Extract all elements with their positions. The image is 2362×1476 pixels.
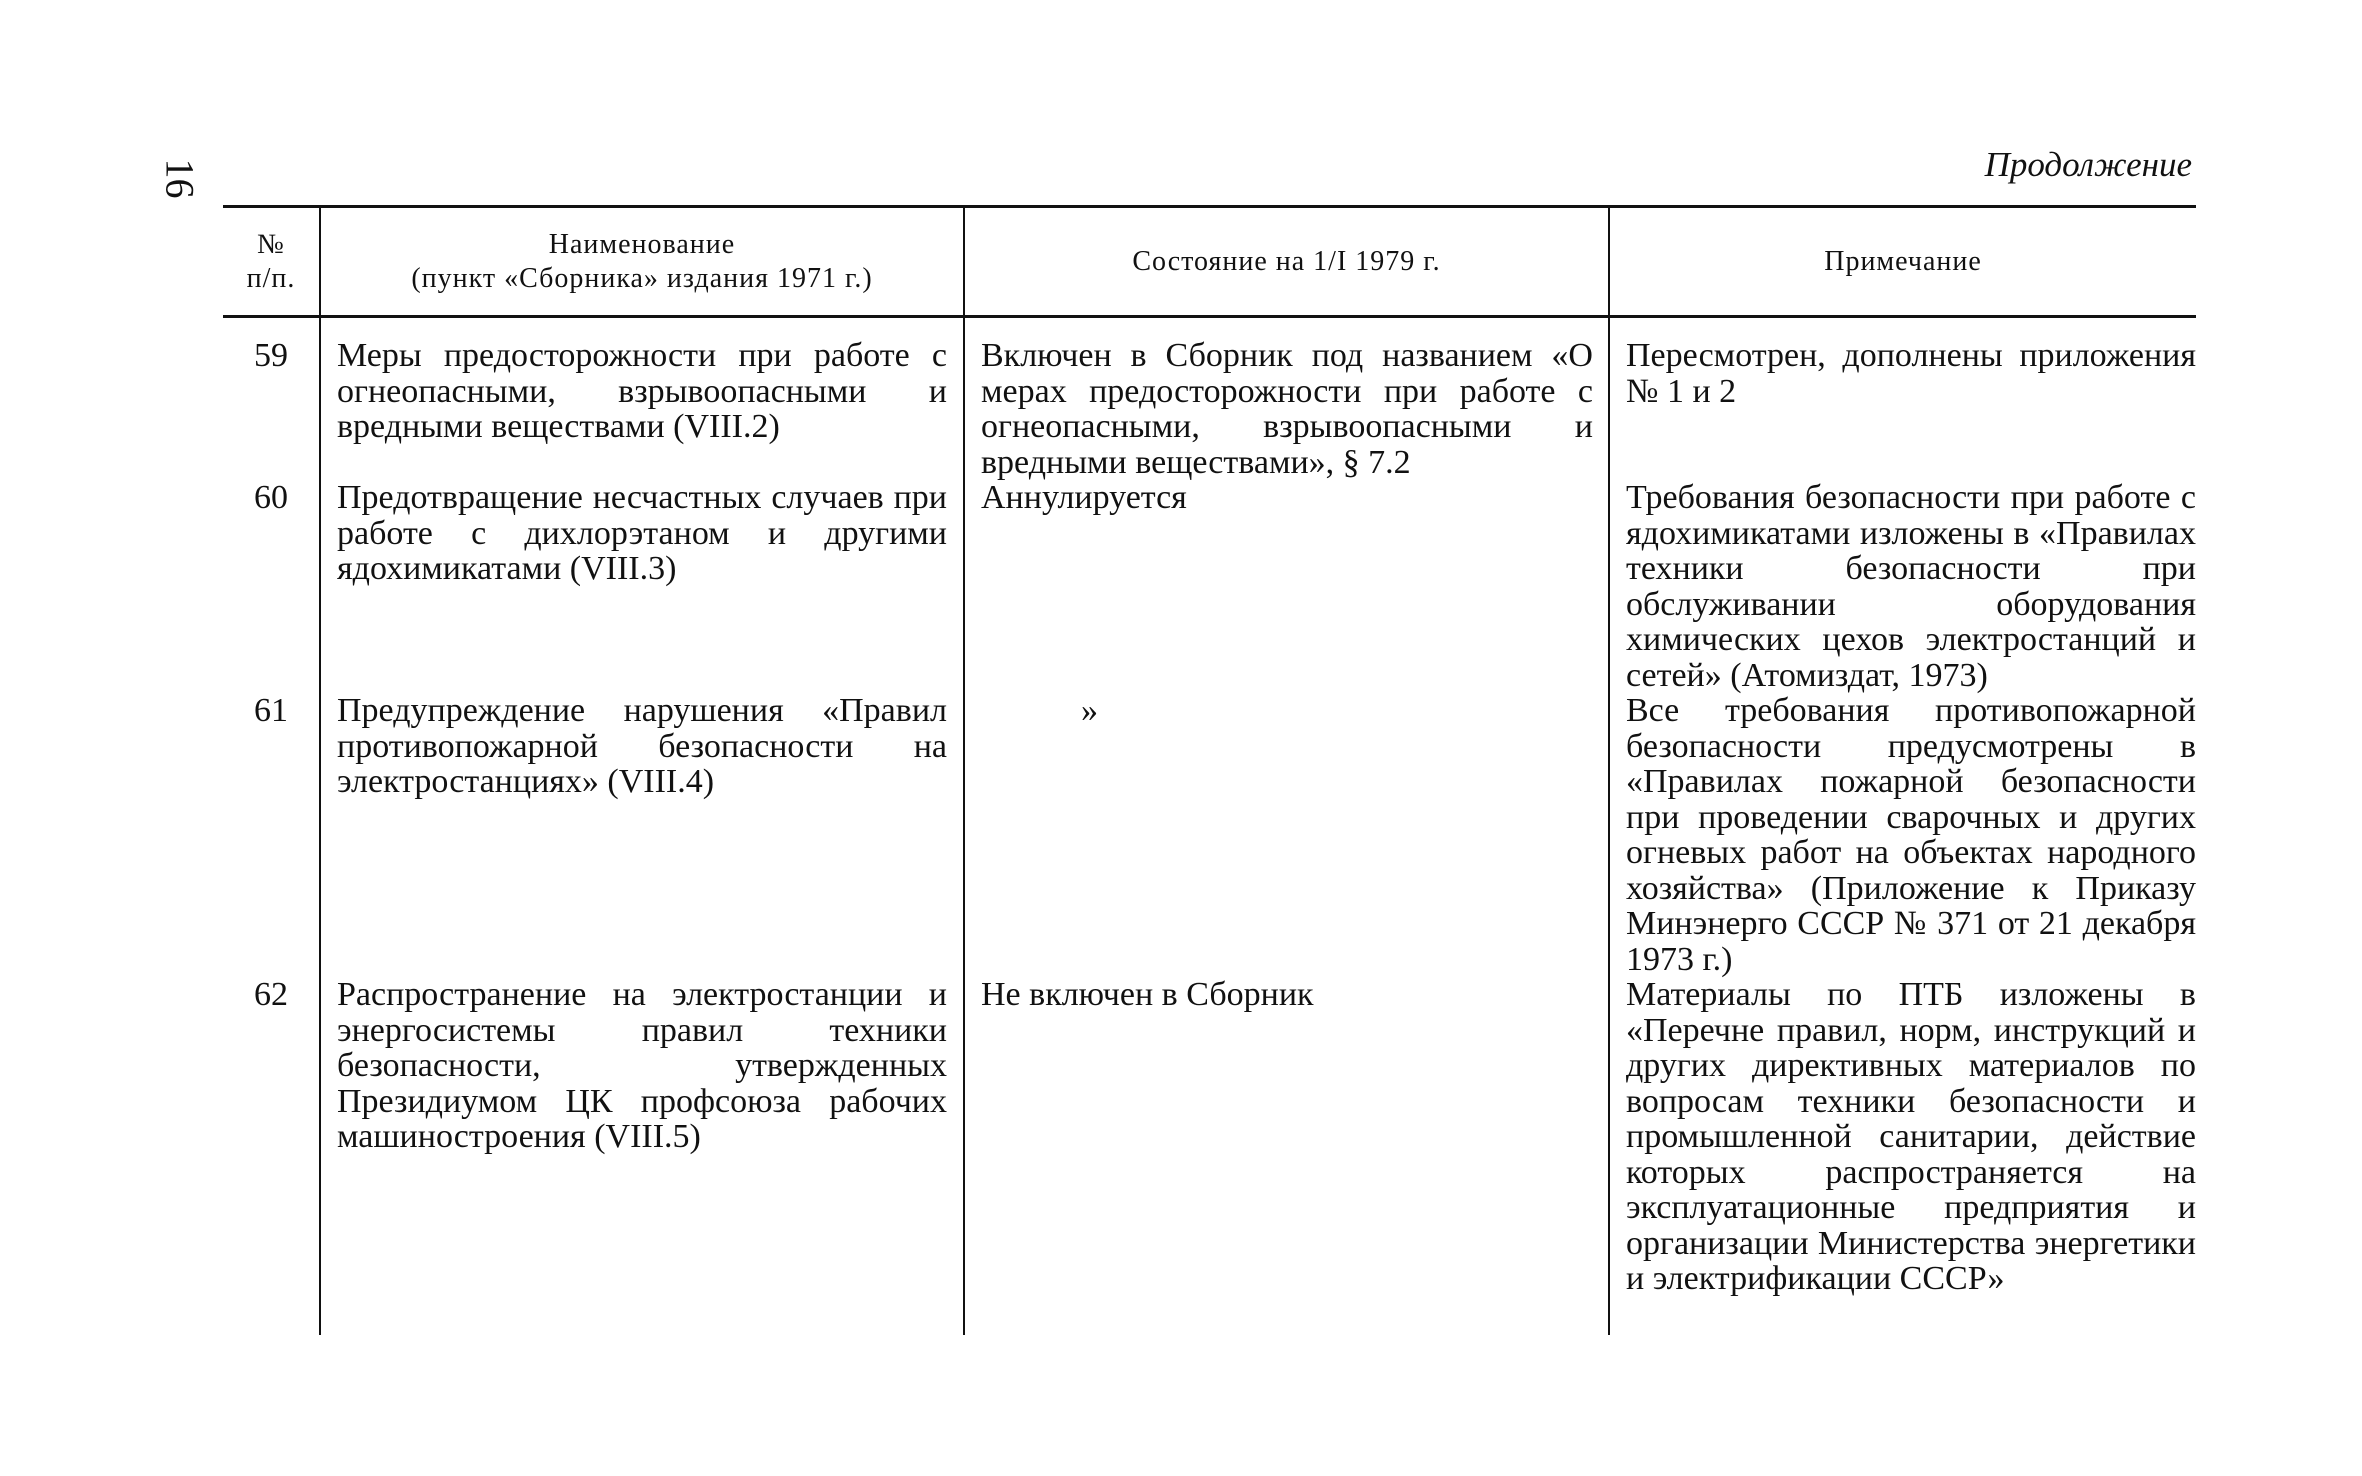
header-name: [321, 208, 963, 315]
continuation-label: Продолжение: [1984, 145, 2192, 184]
row-name: Предупреждение нарушения «Правил противопожарной безопасности на электростанциях» (VIII.4): [337, 692, 947, 800]
header-name-line2: (пункт «Сборника» издания 1971 г.): [411, 262, 873, 294]
header-status: Состояние на 1/I 1979 г.: [1132, 245, 1441, 277]
header-name-line1: Наименование: [548, 228, 736, 260]
header-note: Примечание: [1824, 245, 1982, 277]
row-note: Все требования противопожарной безопасности предусмотрены в «Правилах пожарной безопасности при проведении сварочных и других огневых работ на объектах народного хозяйства» (Приложение к Приказу Минэнерго СССР № 371 от 21 декабря 1973 г.): [1626, 692, 2196, 978]
row-note: Требования безопасности при работе с ядохимикатами изложены в «Правилах техники безопасности при обслуживании оборудования химических цехов электростанций и сетей» (Атомиздат, 1973): [1626, 479, 2196, 694]
header-num: № п/п.: [246, 228, 296, 294]
row-name: Распространение на электростанции и энергосистемы правил техники безопасности, утвержденных Президиумом ЦК профсоюза рабочих машиностроения (VIII.5): [337, 976, 947, 1155]
row-number: 62: [254, 976, 288, 1013]
row-number: 61: [254, 692, 288, 729]
row-number: 60: [254, 479, 288, 516]
row-status: Не включен в Сборник: [981, 976, 1314, 1013]
data-table: [223, 205, 2196, 1335]
row-name: Меры предосторожности при работе с огнеопасными, взрывоопасными и вредными веществами (VIII.2): [337, 337, 947, 445]
row-note: Пересмотрен, дополнены приложения № 1 и 2: [1626, 337, 2196, 410]
table-header-rule: [223, 315, 2196, 318]
column-divider: [1608, 205, 1610, 1335]
column-divider: [319, 205, 321, 1335]
row-status: Аннулируется: [981, 479, 1187, 516]
page-number: 16: [157, 158, 203, 199]
row-number: 59: [254, 337, 288, 374]
row-name: Предотвращение несчастных случаев при работе с дихлорэтаном и другими ядохимикатами (VIII.3): [337, 479, 947, 587]
row-note: Материалы по ПТБ изложены в «Перечне правил, норм, инструкций и других директивных материалов по вопросам техники безопасности и промышленной санитарии, действие которых распространяется на эксплуатационные предприятия и организации Министерства энергетики и электрификации СССР»: [1626, 976, 2196, 1297]
column-divider: [963, 205, 965, 1335]
row-status: »: [1081, 692, 1098, 729]
row-status: Включен в Сборник под названием «О мерах предосторожности при работе с огнеопасными, взрывоопасными и вредными веществами», § 7.2: [981, 337, 1593, 481]
